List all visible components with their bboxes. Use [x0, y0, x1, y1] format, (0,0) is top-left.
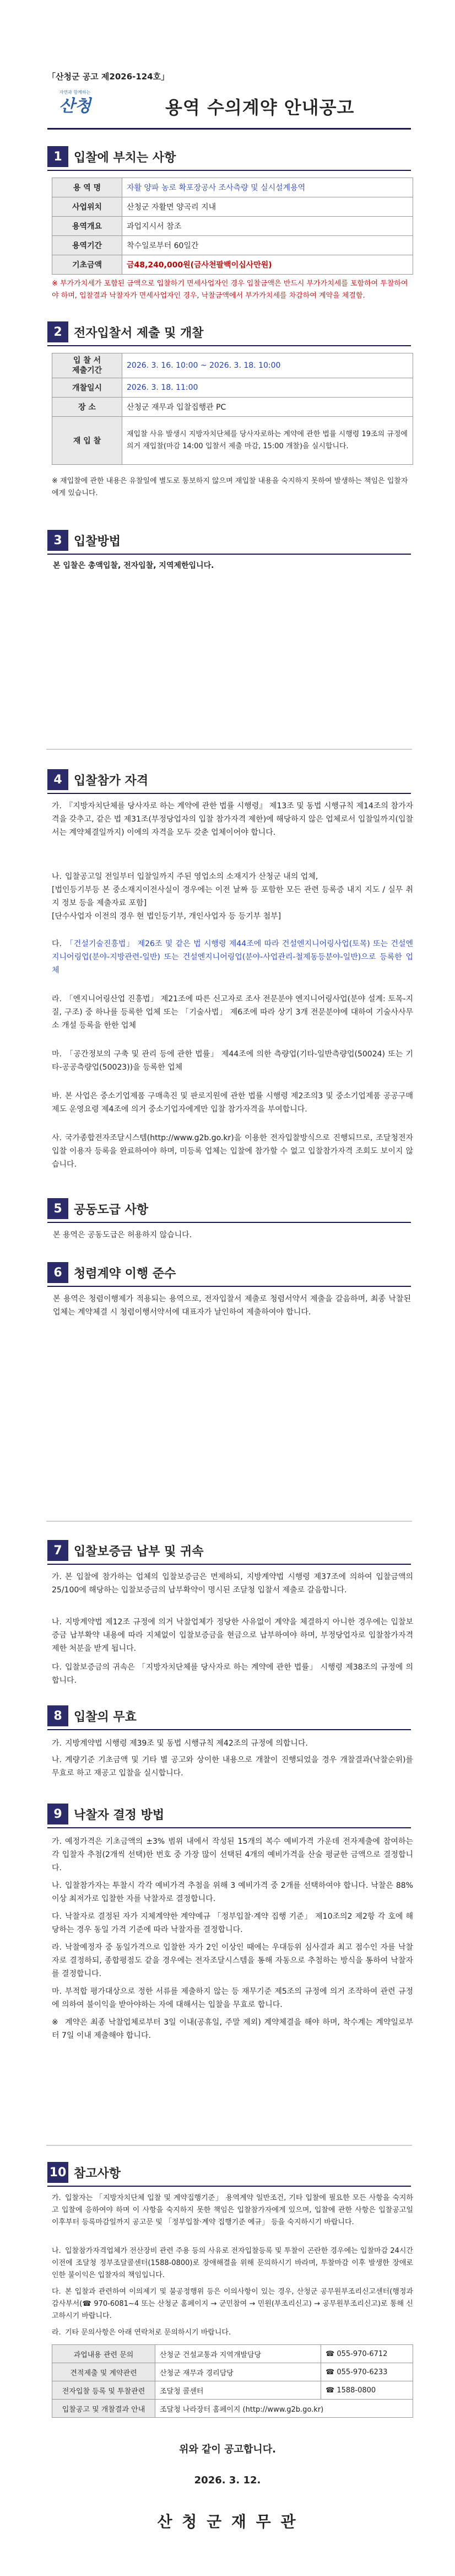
table-value: 과업지시서 참조 — [122, 217, 413, 236]
item-mark: 라. — [52, 2328, 61, 2337]
section-title: 입찰에 부치는 사항 — [74, 151, 176, 165]
table-key: 입 찰 서 제출기간 — [52, 353, 122, 378]
table-row — [52, 398, 413, 417]
section-title: 전자입찰서 제출 및 개찰 — [74, 326, 204, 340]
section-number: 4 — [47, 769, 68, 790]
section-title: 참고사항 — [74, 2166, 121, 2181]
logo-wordmark: 산청 — [59, 96, 91, 116]
section-number: 7 — [47, 1540, 68, 1561]
table-row — [52, 217, 413, 236]
section-7-header — [47, 1538, 204, 1563]
item-text: 지방계약법 제12조 규정에 의거 낙찰업체가 정당한 사유없이 계약을 체결하지 아니한 경우에는 입찰보증금 납부확약 내용에 따라 지체없이 입찰보증금을 현금으로 납부하여야 하며, 부정당업자로 입찰참가자격 제한 처분을 받게 됩니다. — [52, 1618, 413, 1653]
table-key: 사업위치 — [52, 197, 122, 217]
divider — [46, 749, 412, 750]
list-item — [52, 870, 413, 923]
section-5-header — [47, 1196, 148, 1221]
item-mark: 사. — [52, 1134, 62, 1142]
item-text: 입찰참가자는 투찰시 각각 예비가격 추첨을 위해 3 예비가격 중 2개를 선택하여야 합니다. 낙찰은 88%이상 최저가로 입찰한 자를 낙찰자로 결정합니다. — [52, 1881, 413, 1903]
contact-tel: ☎ 055-970-6233 — [321, 2363, 413, 2381]
table-row — [52, 378, 413, 398]
issuer-name: 산 청 군 재 무 관 — [157, 2513, 298, 2531]
list-item — [52, 1661, 413, 1687]
list-item — [52, 1616, 413, 1655]
contact-dept: 조달청 콜센터 — [155, 2381, 321, 2400]
section-rule — [47, 345, 411, 346]
list-item — [52, 1910, 413, 1936]
table-value: 자활 양파 농로 확포장공사 조사측량 및 실시설계용역 — [122, 178, 413, 197]
list-item — [52, 992, 413, 1032]
section-number: 10 — [47, 2162, 68, 2183]
section-4-header — [47, 768, 148, 792]
item-text: 「엔지니어링산업 진흥법」 제21조에 따른 신고자로 조사 전문분야 엔지니어링사업(분야 설계: 토목-지질, 구조) 중 하나를 등록한 업체 또는 「기술사법」 제6조에 따라 상기 3개 전문분야에 대하여 기술사사무소 개설 등록을 한한 업체 — [52, 995, 413, 1030]
item-text: 낙찰예정자 중 동일가격으로 입찰한 자가 2인 이상인 때에는 우대등위 심사결과 최고 점수인 자를 낙찰자로 결정하되, 종합평점도 같을 경우에는 전자조달시스템을 통해 자동으로 추첨하는 방식을 통하여 낙찰자를 결정합니다. — [52, 1943, 413, 1978]
contact-dept: 조달청 나라장터 홈페이지 (http://www.g2b.go.kr) — [155, 2400, 413, 2418]
title-rule — [47, 128, 411, 130]
item-text: 「공간정보의 구축 및 관리 등에 관한 법률」 제44조에 의한 측량업(기타-일반측량업(50024) 또는 기타-공공측량업(50023))을 등록한 업체 — [52, 1050, 413, 1072]
county-logo — [48, 89, 101, 124]
item-text: 지방계약법 시행령 제39조 및 동법 시행규칙 제42조의 규정에 의합니다. — [65, 1739, 308, 1748]
list-item — [52, 1835, 413, 1875]
section-number: 5 — [47, 1198, 68, 1219]
item-text: 낙찰자로 결정된 자가 지체계약한 계약예규 「정부입찰·계약 집행 기준」 제10조의2 제2항 각 호에 해당하는 경우 동일 가격 기준에 따라 낙찰자를 결정합니다. — [52, 1912, 413, 1934]
item-text: 본 사업은 중소기업제품 구매촉진 및 판로지원에 관한 법률 시행령 제2조의3 및 중소기업제품 공공구매제도 운영요령 제4조에 의거 중소기업자에게만 입찰 참가자격을 부여합니다. — [52, 1092, 413, 1114]
contact-tel: ☎ 1588-0800 — [321, 2381, 413, 2400]
item-mark: 가. — [52, 2194, 61, 2202]
section-rule — [47, 554, 411, 555]
section-rule — [47, 1729, 411, 1730]
item-text: 예정가격은 기초금액의 ±3% 범위 내에서 작성된 15개의 복수 예비가격 가운데 전자제출에 참여하는 각 입찰자 추첨(2개씩 선택)한 번호 중 가장 많이 선택된 4개의 예비가격을 산술 평균한 금액으로 결정합니다. — [52, 1837, 413, 1872]
list-item — [52, 1941, 413, 1981]
section-1-header — [47, 144, 176, 169]
section-title: 입찰의 무효 — [74, 1710, 137, 1724]
item-text: 계약은 최종 낙찰업체로부터 3일 이내(공휴일, 주말 제외) 계약체결을 해야 하며, 착수계는 계약일로부터 7일 이내 제출해야 합니다. — [52, 2018, 413, 2040]
section-rule — [47, 1286, 411, 1287]
table-value: 2026. 3. 18. 11:00 — [122, 378, 413, 398]
list-item — [52, 799, 413, 839]
table-value: 산청군 자활면 양곡리 지내 — [122, 197, 413, 217]
section-title: 낙찰자 결정 방법 — [74, 1808, 165, 1822]
section-title: 청렴계약 이행 준수 — [74, 1266, 176, 1281]
item-text: 「건설기술진흥법」 제26조 및 같은 법 시행령 제44조에 따라 건설엔지니어링사업(토목) 또는 건설엔지니어링업(분야-지방관련-일반) 또는 건설엔지니어링업(분야-사업관리-철제동등분야-일반)으로 등록한 업체 — [52, 940, 413, 975]
item-text: 국가종합전자조달시스템(http://www.g2b.go.kr)을 이용한 전자입찰방식으로 진행되므로, 조달청전자입찰 이용자 등록을 완료하여야 하며, 미등록 업체는 입찰에 참가할 수 없고 입찰참가자격 조회도 보이지 않습니다. — [52, 1134, 413, 1169]
table-row — [52, 2381, 413, 2400]
s1-note — [52, 278, 413, 302]
table-key: 용 역 명 — [52, 178, 122, 197]
closing-text: 위와 같이 공고합니다. — [179, 2444, 276, 2455]
section-number: 2 — [47, 321, 68, 342]
contact-dept: 산청군 재무과 경리담당 — [155, 2363, 321, 2381]
logo-tagline: 자연과 함께하는 — [59, 90, 91, 95]
section-title: 입찰참가 자격 — [74, 774, 149, 788]
table-key: 과업내용 관련 문의 — [52, 2345, 155, 2363]
list-item — [52, 2286, 413, 2322]
section-9-header — [47, 1802, 164, 1826]
contact-table — [52, 2344, 413, 2418]
table-row — [52, 197, 413, 217]
table-value: 산청군 재무과 입찰집행관 PC — [122, 398, 413, 417]
item-mark: 나. — [52, 1756, 62, 1764]
section-2-header — [47, 320, 204, 344]
section-8-header — [47, 1704, 137, 1728]
item-mark: 가. — [52, 1573, 62, 1581]
list-item — [52, 2245, 413, 2282]
section-title: 입찰보증금 납부 및 귀속 — [74, 1544, 204, 1559]
table-key: 재 입 찰 — [52, 417, 122, 465]
item-mark: 나. — [52, 1618, 62, 1627]
item-mark: 나. — [52, 2247, 61, 2255]
table-row — [52, 2363, 413, 2381]
item-mark: 다. — [52, 940, 62, 948]
item-text: 입찰자는 「지방자치단체 입찰 및 계약집행기준」 용역계약 일반조건, 기타 입찰에 필요한 모든 사항을 숙지하고 입찰에 응하여야 하며 이 사항을 숙지하지 못한 책임은 입찰참가자에게 있으며, 입찰에 관한 사항은 입찰공고일 이후부터 등록마감일까지 공고문 및 「정부입찰·계약 집행기준 예규」 등을 숙지하시기 바랍니다. — [52, 2194, 413, 2226]
section-rule — [47, 1827, 411, 1828]
table-key: 용역기간 — [52, 236, 122, 255]
section-rule — [47, 170, 411, 171]
section-10-header — [47, 2160, 121, 2185]
s6-text: 본 용역은 청렴이행제가 적용되는 용역으로, 전자입찰서 제출로 청렴서약서 제출을 갈음하며, 최종 낙찰된 업체는 계약체결 시 청렴이행서약서에 대표자가 날인하여 제출하여야 합니다. — [53, 1295, 411, 1317]
list-item — [52, 1048, 413, 1074]
item-mark: 가. — [52, 1739, 62, 1748]
table-key: 장 소 — [52, 398, 122, 417]
section-rule — [47, 2186, 411, 2187]
item-text: 본 입찰에 참가하는 업체의 입찰보증금은 면제하되, 지방계약법 시행령 제37조에 의하여 입찰금액의 25/100에 해당하는 입찰보증금의 납부확약이 명시된 조달청 입찰서 제출로 갈음합니다. — [52, 1573, 413, 1595]
table-value: 재입찰 사유 발생시 지방자치단체를 당사자로하는 계약에 관한 법률 시행령 19조의 규정에 의거 재입찰(마감 14:00 입찰서 제출 마감, 15:00 개찰)을 실시합니다. — [122, 417, 413, 465]
item-mark: 라. — [52, 1943, 62, 1952]
section-rule — [47, 793, 411, 794]
notice-number: 「산청군 공고 제2026-124호」 — [47, 72, 170, 82]
section-title: 공동도급 사항 — [74, 1203, 149, 1217]
list-item — [52, 2192, 413, 2229]
list-item — [52, 937, 413, 977]
item-mark: 다. — [52, 2288, 61, 2296]
section-3-header — [47, 528, 121, 552]
section-6-header — [47, 1260, 176, 1285]
table-value: 착수일로부터 60일간 — [122, 236, 413, 255]
divider — [46, 2145, 412, 2146]
item-text: 본 입찰과 관련하여 이의제기 및 불공정행위 등은 이의사항이 있는 경우, 산청군 공무원부조리신고센터(행정과 감사부서(☎ 970-6081~4 또는 산청군 홈페이지 → 군민참여 → 민원(부조리신고) → 공무원부조리신고)로 통해 신고하시기 바랍니다. — [52, 2288, 413, 2320]
divider — [46, 1521, 412, 1522]
section-number: 8 — [47, 1705, 68, 1726]
item-mark: 마. — [52, 1050, 62, 1059]
table-row — [52, 2345, 413, 2363]
item-mark: 다. — [52, 1912, 62, 1921]
item-text: 기타 문의사항은 아래 연락처로 문의하시기 바랍니다. — [65, 2328, 231, 2337]
list-item — [52, 1737, 413, 1750]
item-mark: ※ — [52, 2018, 58, 2027]
item-text: 계량기준 기초금액 및 기타 별 공고와 상이한 내용으로 개찰이 진행되었을 경우 개찰결과(낙찰순위)를 무효로 하고 재공고 입찰을 실시합니다. — [52, 1756, 413, 1778]
table-row — [52, 236, 413, 255]
bid-method-text: 본 입찰은 총액입찰, 전자입찰, 지역제한입니다. — [53, 561, 214, 570]
list-item — [52, 1090, 413, 1116]
submission-table — [52, 353, 413, 465]
item-mark: 나. — [52, 1881, 62, 1890]
section-number: 9 — [47, 1804, 68, 1824]
table-value: 금48,240,000원(금사천팔백이십사만원) — [122, 255, 413, 275]
list-item — [52, 2327, 413, 2339]
item-mark: 다. — [52, 1663, 62, 1672]
s2-note: ※ 재입찰에 관한 내용은 유찰일에 별도로 통보하지 않으며 재입찰 내용을 숙지하지 못하여 발생하는 책임은 입찰자에게 있습니다. — [52, 477, 408, 497]
item-text: 『지방자치단체를 당사자로 하는 계약에 관한 법률 시행령』 제13조 및 동법 시행규칙 제14조의 참가자격을 갖추고, 같은 법 제31조(부정당업자의 입찰 참가자격 제한)에 해당하지 않은 업체로서 입찰일까지(입찰서는 계약체결일까지) 이에의 자격을 모두 갖춘 업체이어야 합니다. — [52, 802, 413, 837]
s5-text: 본 용역은 공동도급은 허용하지 않습니다. — [53, 1231, 192, 1239]
bid-info-table — [52, 178, 413, 275]
item-mark: 마. — [52, 1987, 62, 1996]
item-mark: 가. — [52, 802, 62, 811]
contact-tel: ☎ 055-970-6712 — [321, 2345, 413, 2363]
item-text: 부적합 평가대상으로 정한 서류를 제출하지 않는 등 재무기준 제5조의 규정에 의거 조작하여 관련 규정에 의하여 불이익을 받아야하는 자에 대해서는 입찰을 무효로 합니다. — [52, 1987, 413, 2009]
table-key: 견적제출 및 계약관련 — [52, 2363, 155, 2381]
table-row — [52, 353, 413, 378]
section-number: 3 — [47, 530, 68, 551]
table-value: 2026. 3. 16. 10:00 ~ 2026. 3. 18. 10:00 — [122, 353, 413, 378]
list-item — [52, 1753, 413, 1780]
table-key: 개찰일시 — [52, 378, 122, 398]
item-mark: 라. — [52, 995, 62, 1003]
list-item — [52, 1879, 413, 1906]
section-title: 입찰방법 — [74, 534, 121, 549]
list-item — [52, 2016, 413, 2042]
section-number: 1 — [47, 146, 68, 167]
table-row — [52, 2400, 413, 2418]
section-rule — [47, 1564, 411, 1565]
table-key: 용역개요 — [52, 217, 122, 236]
notice-date: 2026. 3. 12. — [194, 2475, 261, 2486]
item-mark: 나. — [52, 872, 62, 881]
list-item — [52, 1985, 413, 2011]
table-row — [52, 417, 413, 465]
table-key: 입찰공고 및 개찰결과 안내 — [52, 2400, 155, 2418]
note-text: ※ 부가가치세가 포함된 금액으로 입찰하기 면세사업자인 경우 입찰금액은 반드시 부가가치세를 포함하여 투찰하여야 하며, 입찰결과 낙찰자가 면세사업자인 경우, 낙찰금액에서 부가가치세를 차감하여 계약을 체결함. — [52, 280, 408, 300]
section-number: 6 — [47, 1262, 68, 1283]
list-item — [52, 1570, 413, 1597]
s3-text — [53, 559, 411, 572]
item-text: 입찰참가자격업체가 전산장비 관련 주용 등의 사유로 전자입찰등록 및 투찰이 곤란한 경우에는 입찰마감 24시간 이전에 조달청 정부조달콜센터(1588-0800)로 장애해결을 위해 문의하시기 바라며, 투찰마감 이후 발생한 장애로 인한 불이익은 입찰자의 책임입니다. — [52, 2247, 413, 2279]
item-mark: 가. — [52, 1837, 62, 1846]
contact-dept: 산청군 건설교통과 지역개발담당 — [155, 2345, 321, 2363]
section-rule — [47, 1222, 411, 1223]
table-key: 기초금액 — [52, 255, 122, 275]
item-mark: 바. — [52, 1092, 62, 1101]
table-row — [52, 178, 413, 197]
list-item — [52, 1131, 413, 1171]
table-key: 전자입찰 등록 및 투찰관련 — [52, 2381, 155, 2400]
item-text: 입찰공고일 전일부터 입찰일까지 주된 영업소의 소재지가 산청군 내의 업체, [법인등기부등 본 중소재지이전사실이 경우에는 이전 날짜 등 포함한 모든 관련 등록증 내지 지도 / 실무 취지 정보 등을 제출자료 포함] [단수사업자 이전의 경우 현 법인등기부, 개인사업자 등 등기부 첨부] — [52, 872, 413, 921]
table-row — [52, 255, 413, 275]
page-title: 용역 수의계약 안내공고 — [165, 97, 355, 118]
item-text: 입찰보증금의 귀속은 「지방자치단체를 당사자로 하는 계약에 관한 법률」 시행령 제38조의 규정에 의합니다. — [52, 1663, 413, 1685]
